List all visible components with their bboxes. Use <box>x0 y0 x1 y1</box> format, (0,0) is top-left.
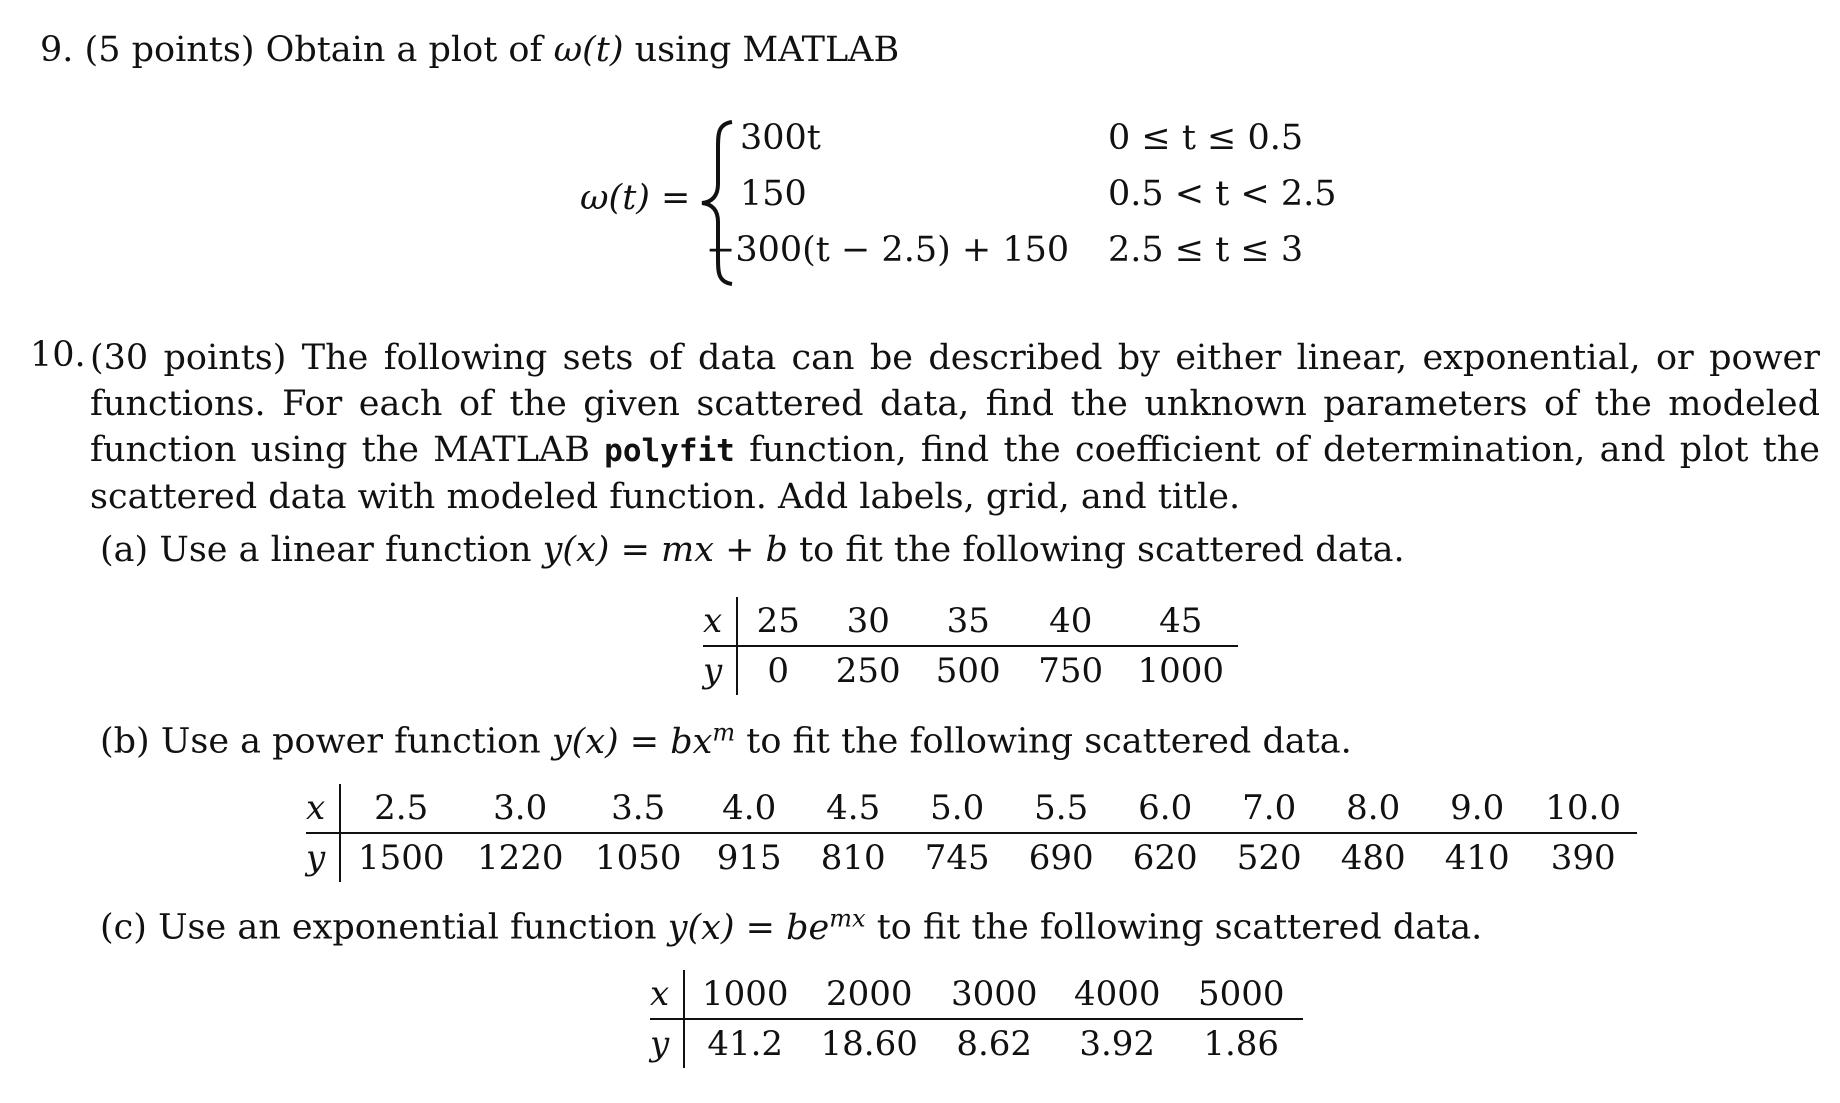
table-cell: 25 <box>737 597 818 646</box>
part-c-text: Use an exponential function <box>158 907 657 948</box>
problem-9-points: (5 points) <box>84 30 255 70</box>
part-a-formula: y(x) = mx + b <box>542 530 788 570</box>
table-cell: 5.5 <box>1009 784 1113 833</box>
table-cell: 7.0 <box>1217 784 1321 833</box>
problem-10-number: 10. <box>30 335 86 375</box>
part-a-statement <box>100 530 1405 570</box>
table-cell: 0 <box>767 651 790 691</box>
table-cell: 8.0 <box>1321 784 1425 833</box>
table-cell: 9.0 <box>1425 784 1529 833</box>
piecewise-function <box>580 118 1340 288</box>
table-cell: 40 <box>1018 597 1123 646</box>
problem-10-body <box>90 335 1820 520</box>
table-row-x <box>703 597 1238 646</box>
table-cell: 3000 <box>933 970 1055 1019</box>
part-b-formula-base: y(x) = bx <box>551 721 713 762</box>
piecewise-lhs: ω(t) = <box>580 178 691 218</box>
part-b-formula-exponent: m <box>712 718 736 746</box>
table-cell: 390 <box>1550 838 1616 878</box>
table-y-label: y <box>703 646 737 695</box>
part-b-label: (b) <box>100 721 150 762</box>
table-cell: 810 <box>820 838 886 878</box>
table-cell: 1.86 <box>1203 1024 1280 1064</box>
part-c-statement <box>100 904 1482 948</box>
table-cell: 410 <box>1444 838 1510 878</box>
table-cell: 5000 <box>1179 970 1303 1019</box>
table-cell: 915 <box>716 838 782 878</box>
table-cell: 30 <box>818 597 918 646</box>
part-b-text: Use a power function <box>160 721 541 762</box>
case-2-cond: 0.5 < t < 2.5 <box>1108 174 1337 214</box>
problem-9-number: 9. <box>40 30 74 70</box>
table-cell: 2.5 <box>340 784 461 833</box>
table-cell: 250 <box>835 651 901 691</box>
table-cell: 1500 <box>357 838 445 878</box>
table-cell: 8.62 <box>956 1024 1033 1064</box>
data-table-a <box>703 597 1238 695</box>
part-c-formula-exponent: mx <box>829 904 866 932</box>
table-x-label: x <box>703 597 737 646</box>
table-cell: 18.60 <box>820 1024 918 1064</box>
case-1-expr: 300t <box>740 118 821 158</box>
table-y-label: y <box>306 833 340 882</box>
table-cell: 35 <box>918 597 1018 646</box>
data-table-b <box>306 784 1637 882</box>
case-2-expr: 150 <box>740 174 807 214</box>
table-row-x <box>306 784 1637 833</box>
table-cell: 1050 <box>594 838 682 878</box>
part-a-label: (a) <box>100 530 149 570</box>
part-a-text-end: to fit the following scattered data. <box>799 530 1405 570</box>
case-3-expr: −300(t − 2.5) + 150 <box>706 230 1070 270</box>
table-cell: 5.0 <box>905 784 1009 833</box>
table-cell: 10.0 <box>1529 784 1637 833</box>
part-b-text-end: to fit the following scattered data. <box>746 721 1352 762</box>
table-cell: 620 <box>1132 838 1198 878</box>
table-cell: 3.0 <box>461 784 579 833</box>
part-c-text-end: to fit the following scattered data. <box>876 907 1483 948</box>
table-cell: 3.92 <box>1079 1024 1156 1064</box>
case-3-cond: 2.5 ≤ t ≤ 3 <box>1108 230 1304 270</box>
part-c-label: (c) <box>100 907 147 948</box>
table-cell: 2000 <box>805 970 933 1019</box>
table-cell: 1000 <box>1137 651 1224 691</box>
problem-9-text: Obtain a plot of <box>265 30 543 70</box>
problem-9-func: ω(t) <box>553 30 624 70</box>
part-c-formula-base: y(x) = be <box>667 907 830 948</box>
table-cell: 750 <box>1038 651 1104 691</box>
part-b-formula <box>551 718 736 762</box>
table-cell: 480 <box>1340 838 1406 878</box>
table-cell: 500 <box>935 651 1001 691</box>
problem-10-text-a: The following sets of data can be described by either linear, exponential, or power functions. For each of the given scattered data, find the unknown parameters of the modeled function using the MATLAB <box>90 338 1820 470</box>
problem-9-text-end: using MATLAB <box>634 30 900 70</box>
table-x-label: x <box>306 784 340 833</box>
table-cell: 1000 <box>684 970 805 1019</box>
table-x-label: x <box>650 970 684 1019</box>
table-cell: 4.0 <box>697 784 801 833</box>
table-row-y <box>306 833 1637 882</box>
table-row-y <box>650 1019 1303 1068</box>
table-row-y <box>703 646 1238 695</box>
problem-9-statement <box>40 30 899 70</box>
table-cell: 745 <box>924 838 990 878</box>
problem-10-points: (30 points) <box>90 338 287 378</box>
table-cell: 520 <box>1236 838 1302 878</box>
part-a-text: Use a linear function <box>159 530 532 570</box>
part-c-formula <box>667 904 866 948</box>
table-cell: 4.5 <box>801 784 905 833</box>
table-cell: 45 <box>1123 597 1238 646</box>
case-1-cond: 0 ≤ t ≤ 0.5 <box>1108 118 1304 158</box>
table-cell: 3.5 <box>579 784 697 833</box>
polyfit-code: polyfit <box>604 433 735 469</box>
table-row-x <box>650 970 1303 1019</box>
table-cell: 1220 <box>476 838 564 878</box>
problem-10-text-b: function, find the coefficient of determination, and plot the scattered data with modeled function. Add labels, grid, and title. <box>90 430 1820 517</box>
table-y-label: y <box>650 1019 684 1068</box>
table-cell: 4000 <box>1055 970 1179 1019</box>
table-cell: 6.0 <box>1113 784 1217 833</box>
data-table-c <box>650 970 1303 1068</box>
table-cell: 690 <box>1028 838 1094 878</box>
table-cell: 41.2 <box>707 1024 784 1064</box>
part-b-statement <box>100 718 1352 762</box>
